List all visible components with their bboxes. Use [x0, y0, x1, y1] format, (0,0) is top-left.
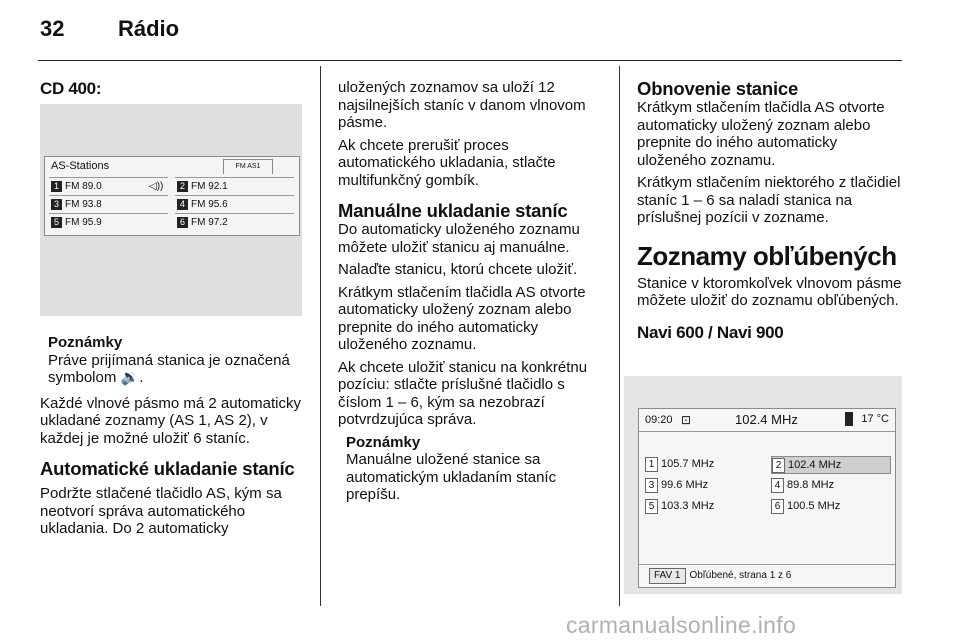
band-tag: FM AS1: [223, 159, 273, 174]
navi-preset-4: 4 89.8 MHz: [771, 477, 889, 493]
save-position-paragraph: Ak chcete uložiť stanicu na konkrétnu pozíciu: stlačte príslušné tlačidlo s číslom 1 – 6, kým sa nezobrazí potvrdzujúca správa.: [338, 358, 588, 428]
navi-header: [639, 409, 895, 432]
header-rule: [38, 60, 902, 61]
restore-paragraph-1: Krátkym stlačením tlačidla AS otvorte automaticky uložený zoznam alebo prepnite do iného automaticky uloženého zoznamu.: [637, 99, 885, 169]
navi-preset-3: 3 99.6 MHz: [645, 477, 763, 493]
navi-preset-1: 1 105.7 MHz: [645, 456, 763, 472]
as-stations-title: AS-Stations: [51, 160, 110, 172]
auto-save-heading: Automatické ukladanie staníc: [40, 458, 295, 479]
favorites-paragraph: Stanice v ktoromkoľvek vlnovom pásme môžete uložiť do zoznamu obľúbených.: [637, 274, 902, 309]
preset-3: 3 FM 93.8: [49, 195, 168, 213]
open-list-paragraph: Krátkym stlačením tlačidla AS otvorte automaticky uložený zoznam alebo prepnite do iného automaticky uloženého zoznamu.: [338, 283, 586, 353]
fav-button: FAV 1: [649, 568, 686, 584]
note-1-text: Práve prijímaná stanica je označená symbolom 🔉.: [48, 351, 290, 386]
navi-display: [638, 408, 896, 588]
auto-save-paragraph: Podržte stlačené tlačidlo AS, kým sa neotvorí správa automatického ukladania. Do 2 automaticky: [40, 485, 282, 537]
preset-4: 4 FM 95.6: [175, 195, 294, 213]
preset-1: 1 FM 89.0 ◁)): [49, 177, 168, 195]
column-2-text: [338, 79, 610, 504]
as-stations-panel: [44, 156, 300, 236]
column-3-text: [637, 79, 905, 341]
strongest-stations-paragraph: uložených zoznamov sa uloží 12 najsilnejších staníc v danom vlnovom pásme.: [338, 79, 586, 131]
restore-heading: Obnovenie stanice: [637, 78, 799, 99]
column-1-text: [40, 334, 312, 543]
navi-preset-5: 5 103.3 MHz: [645, 498, 763, 514]
note-1: [40, 334, 312, 387]
manual-save-heading: Manuálne ukladanie staníc: [338, 200, 568, 221]
restore-paragraph-2: Krátkym stlačením niektorého z tlačidiel staníc 1 – 6 sa naladí stanica na príslušnej pozícii v zozname.: [637, 174, 901, 226]
navi-footer: [639, 564, 895, 587]
preset-grid: [49, 177, 295, 233]
navi-preset-6: 6 100.5 MHz: [771, 498, 889, 514]
current-frequency: 102.4 MHz: [735, 412, 798, 427]
note-2: [338, 434, 610, 504]
preset-5: 5 FM 95.9: [49, 213, 168, 231]
favorites-heading: Zoznamy obľúbených: [637, 240, 897, 271]
speaker-icon: ◁)): [149, 181, 164, 192]
note-1-title: Poznámky: [48, 334, 123, 351]
navi-preset-2-selected: 2 102.4 MHz: [771, 456, 891, 474]
manual-intro-paragraph: Do automaticky uloženého zoznamu môžete uložiť stanicu aj manuálne.: [338, 221, 580, 256]
signal-icon: ⊡: [681, 413, 692, 427]
note-2-title: Poznámky: [346, 433, 421, 451]
preset-2: 2 FM 92.1: [175, 177, 294, 195]
temperature: 17 °C: [861, 413, 889, 425]
note-2-text: Manuálne uložené stanice sa automatickým ukladaním staníc prepíšu.: [346, 451, 557, 503]
cd400-label: CD 400:: [40, 79, 102, 98]
clock: 09:20: [645, 414, 673, 426]
cd400-screen-image: [40, 104, 302, 316]
cancel-paragraph: Ak chcete prerušiť proces automatického ukladania, stlačte multifunkčný gombík.: [338, 136, 556, 189]
fav-page-text: Obľúbené, strana 1 z 6: [689, 570, 792, 581]
phone-icon: [845, 412, 853, 426]
navi-screen-image: [624, 376, 902, 594]
tune-paragraph: Nalaďte stanicu, ktorú chcete uložiť.: [338, 261, 578, 278]
column-divider-1: [320, 66, 321, 606]
column-divider-2: [619, 66, 620, 606]
page-title: Rádio: [118, 16, 180, 41]
watermark: carmanualsonline.info: [566, 612, 797, 638]
page-number: 32: [40, 16, 65, 41]
bands-paragraph: Každé vlnové pásmo má 2 automaticky ukladané zoznamy (AS 1, AS 2), v každej je možné uložiť 6 staníc.: [40, 394, 301, 447]
navi-label: Navi 600 / Navi 900: [637, 322, 784, 342]
preset-6: 6 FM 97.2: [175, 213, 294, 231]
